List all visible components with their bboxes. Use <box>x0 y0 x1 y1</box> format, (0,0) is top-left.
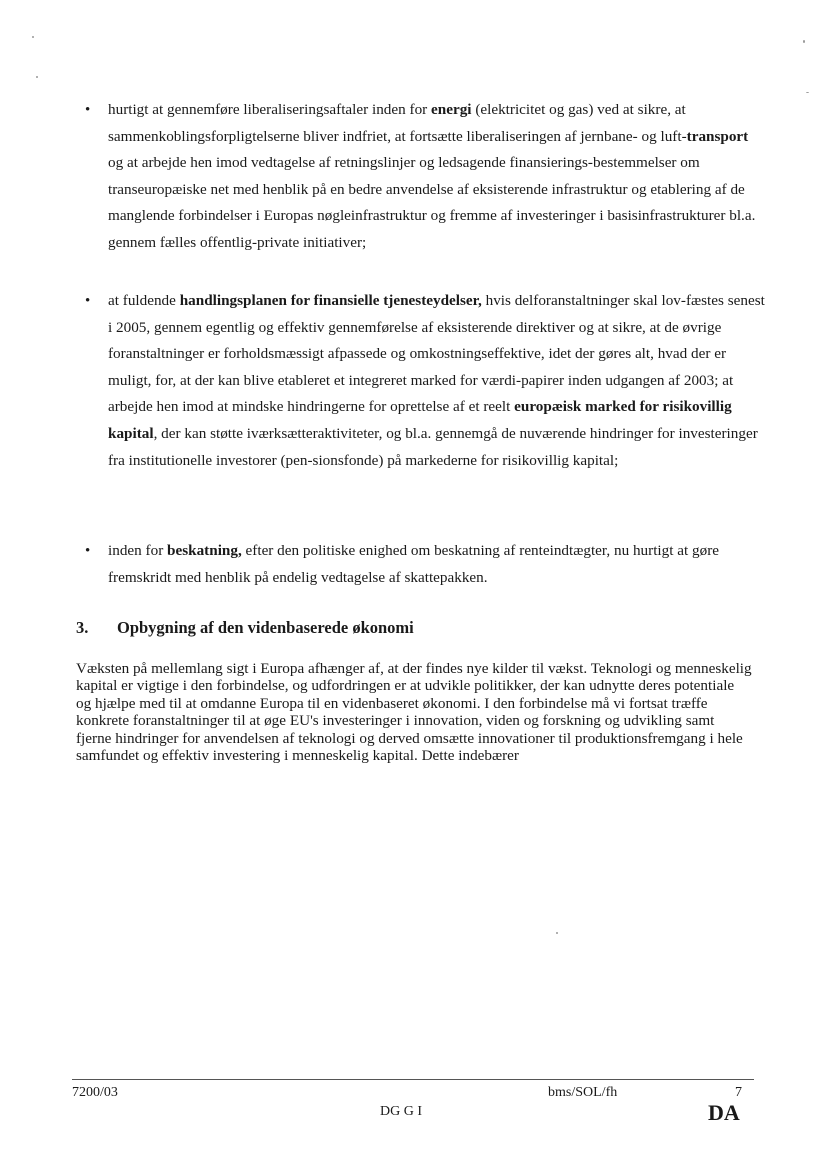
footer-doc-number: 7200/03 <box>72 1085 118 1100</box>
bullet-item-taxation <box>76 538 766 591</box>
bullet-text <box>108 538 766 591</box>
bullet-segment-bold: transport <box>686 127 749 145</box>
bullet-text <box>108 288 766 474</box>
bullet-text <box>108 97 766 257</box>
footer-divider <box>72 1079 754 1080</box>
bullet-segment: inden for <box>108 542 168 559</box>
bullet-icon: • <box>85 293 91 309</box>
scan-speck <box>806 92 809 93</box>
scan-speck <box>803 40 805 43</box>
bullet-item-financial-services <box>76 288 766 474</box>
bullet-segment: , der kan støtte iværksætteraktiviteter, og bl.a. gennemgå de nuværende hindringer for investeringer fra institutionelle investorer (pen-sionsfonde) på markederne for risikovillig kapital; <box>108 424 758 469</box>
section-heading <box>76 617 414 639</box>
bullet-segment: hurtigt at gennemføre liberaliseringsaftaler inden for <box>108 101 432 118</box>
bullet-segment: og at arbejde hen imod vedtagelse af retningslinjer og ledsagende finansierings-bestemmelser om transeuropæiske net med henblik på en bedre anvendelse af eksisterende infrastruktur og etablering af de manglende forbindelser i Europas nøgleinfrastruktur og fremme af investeringer i basisinfrastrukturer bl.a. gennem fælles offentlig-private initiativer; <box>108 154 756 251</box>
footer-language-code: DA <box>708 1100 740 1125</box>
footer-reference: bms/SOL/fh <box>548 1085 618 1100</box>
bullet-item-energy <box>76 97 766 257</box>
scan-speck <box>556 932 558 934</box>
footer-department: DG G I <box>380 1104 422 1119</box>
scan-speck <box>36 76 38 78</box>
bullet-icon: • <box>85 102 91 118</box>
bullet-segment-bold: beskatning, <box>167 542 242 559</box>
body-paragraph: Væksten på mellemlang sigt i Europa afhænger af, at der findes nye kilder til vækst. Teknologi og menneskelig kapital er vigtige i den forbindelse, og udfordringen er at udvikle politikker, der kan udnytte deres potentiale og hjælpe med til at omdanne Europa til en videnbaseret økonomi. I den forbindelse må vi fortsat træffe konkrete foranstaltninger til at øge EU's investeringer i innovation, viden og forskning og udvikling samt fjerne hindringer for anvendelsen af teknologi og derved omsætte innovationer til produktionsfremgang i hele samfundet og effektiv investering i menneskelig kapital. Dette indebærer <box>76 660 752 765</box>
bullet-segment: hvis delforanstaltninger skal lov-fæstes senest i 2005, gennem egentlig og effektiv gennemførelse af eksisterende direktiver og at sikre, at de øvrige foranstaltninger er forholdsmæssigt afpassede og omkostningseffektive, idet der gøres alt, hvad der er muligt, for, at der kan blive etableret et integreret marked for værdi-papirer inden udgangen af 2003; at arbejde hen imod at mindske hindringerne for oprettelse af et reelt <box>108 292 765 416</box>
section-number: 3. <box>76 618 89 637</box>
bullet-segment-bold: handlingsplanen for finansielle tjenesteydelser, <box>179 292 482 309</box>
bullet-segment: at fuldende <box>108 292 180 309</box>
bullet-segment-bold: europæisk marked for risikovillig kapital <box>108 398 732 442</box>
bullet-segment: efter den politiske enighed om beskatning af renteindtægter, nu hurtigt at gøre fremskridt med henblik på endelig vedtagelse af skattepakken. <box>108 542 719 586</box>
bullet-segment-bold: energi <box>431 101 472 118</box>
bullet-icon: • <box>85 543 91 559</box>
footer-page-number: 7 <box>735 1085 742 1100</box>
bullet-segment: (elektricitet og gas) ved at sikre, at sammenkoblingsforpligtelserne bliver indfriet, at fortsætte liberaliseringen af jernbane- og luft- <box>108 101 687 145</box>
section-title: Opbygning af den videnbaserede økonomi <box>117 618 414 637</box>
scan-speck <box>32 36 34 38</box>
